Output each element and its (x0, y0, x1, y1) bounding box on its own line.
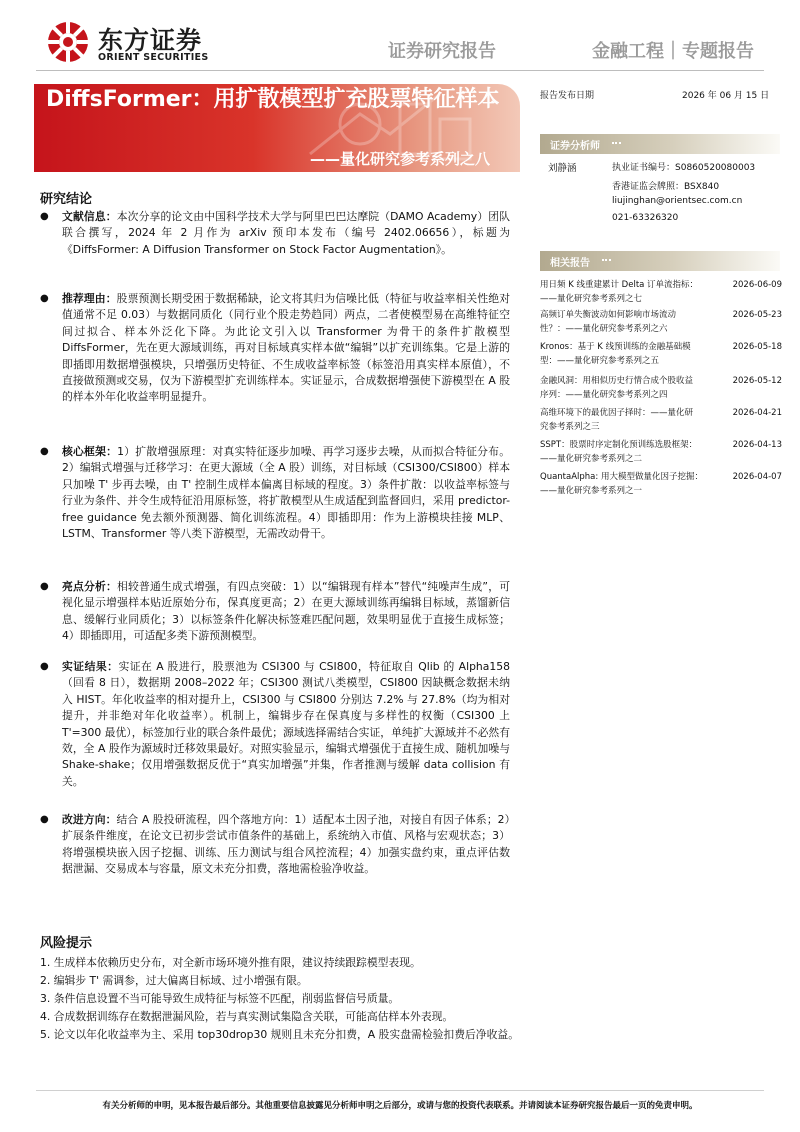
analyst-hk-license: 香港证监会牌照：BSX840 (612, 182, 720, 192)
related-report-series: ——量化研究参考系列之二 (540, 454, 643, 464)
conclusion-bullet (40, 291, 510, 406)
report-subtitle: ——量化研究参考系列之八 (310, 150, 491, 168)
conclusion-bullet (40, 812, 510, 878)
related-report-title: 用日频 K 线重建累计 Delta 订单流指标： (540, 280, 699, 290)
risk-item: 3. 条件信息设置不当可能导致生成特征与标签不匹配，削弱监督信号质量。 (40, 992, 400, 1005)
analyst-section-label: 证券分析师 (550, 141, 600, 152)
related-report-title: QuantaAlpha: 用大模型做量化因子挖掘： (540, 472, 703, 482)
related-report-series: 型：——量化研究参考系列之五 (540, 356, 660, 366)
analyst-name: 刘静涵 (548, 163, 577, 174)
bullet-text: 本次分享的论文由中国科学技术大学与阿里巴巴达摩院（DAMO Academy）团队联合撰写，2024 年 2 月作为 arXiv 预印本发布（编号 2402.06656），标题为《DiffsFormer: A Diffusion Transformer on Stock Factor Augmentation》。 (62, 210, 511, 256)
bullet-dot-icon: ● (40, 661, 49, 672)
logo-text-cn: 东方证券 (98, 26, 203, 55)
related-report-date: 2026-05-12 (732, 376, 782, 386)
logo-mark-icon (46, 20, 90, 64)
publish-date: 2026 年 06 月 15 日 (682, 91, 770, 101)
related-report-title: SSPT：股票时序定制化预训练选股框架： (540, 440, 698, 450)
conclusion-heading: 研究结论 (40, 192, 93, 207)
conclusion-bullet (40, 579, 510, 645)
related-report-series: 序列：——量化研究参考系列之四 (540, 390, 668, 400)
bullet-dot-icon: ● (40, 814, 49, 825)
report-title: DiffsFormer：用扩散模型扩充股票特征样本 (46, 87, 500, 112)
analyst-email[interactable]: liujinghan@orientsec.com.cn (612, 196, 743, 206)
header-divider (36, 70, 764, 71)
report-type-label: 证券研究报告 (388, 41, 496, 62)
bullet-label: 改进方向： (62, 813, 117, 826)
bullet-dot-icon: ● (40, 293, 49, 304)
logo-text-en: ORIENT SECURITIES (98, 52, 209, 63)
bullet-dot-icon: ● (40, 446, 49, 457)
publish-date-label: 报告发布日期 (540, 91, 595, 101)
related-report-title: 高维环境下的最优因子择时：——量化研 (540, 408, 694, 418)
risk-item: 4. 合成数据训练存在数据泄漏风险，若与真实测试集隐含关联，可能高估样本外表现。 (40, 1010, 454, 1023)
bullet-label: 核心框架： (62, 445, 118, 458)
related-report-series: 究参考系列之三 (540, 422, 600, 432)
related-report-series: ——量化研究参考系列之七 (540, 294, 643, 304)
bullet-label: 亮点分析： (62, 580, 117, 593)
bullet-text: 结合 A 股投研流程，四个落地方向：1）适配本土因子池，对接自有因子体系；2）扩展条件维度，在论文已初步尝试市值条件的基础上，系统纳入市值、风格与宏观状态；3）将增强模块嵌入因子挖掘、训练、压力测试与组合风控流程；4）加强实盘约束，重点评估数据泄漏、交易成本与容量，原文未充分扣费，落地需检验净收益。 (62, 813, 510, 876)
risk-item: 5. 论文以年化收益率为主、采用 top30drop30 规则且未充分扣费，A 股实盘需检验扣费后净收益。 (40, 1028, 519, 1041)
bullet-label: 文献信息： (62, 210, 117, 223)
bullet-text: 相较普通生成式增强，有四点突破：1）以“编辑现有样本”替代“纯噪声生成”，可视化显示增强样本贴近原始分布，保真度更高；2）在更大源域训练再编辑目标域，蒸馏新信息、缓解行业同质化；3）以标签条件化解决标签难匹配问题，效果明显优于直接生成标签；4）即插即用，可适配多类下游预测模型。 (62, 580, 510, 643)
footer-divider (36, 1090, 764, 1091)
related-report-date: 2026-04-07 (732, 472, 782, 482)
analyst-section-bar (540, 134, 780, 154)
conclusion-bullet (40, 209, 510, 258)
conclusion-bullet (40, 659, 510, 790)
related-section-label: 相关报告 (550, 258, 590, 269)
bullet-text: 股票预测长期受困于数据稀缺，论文将其归为信噪比低（特征与收益率相关性绝对值通常不足 0.03）与数据同质化（同行业个股走势趋同）两点，二者使模型易在高维特征空间过拟合、样本外泛化下降。为此论文引入以 Transformer 为骨干的条件扩散模型 DiffsFormer，先在更大源域训练，再对目标域真实样本做“编辑”以扩充训练集。它是上游的即插即用数据增强模块，只增强历史特征、不生成收益率标签（标签沿用真实样本原值），不直接做预测或交易，仅为下游模型扩充训练样本。实证显示，合成数据增强使下游模型在 A 股的样本外年化收益率明显提升。 (62, 292, 511, 404)
bullet-dot-icon: ● (40, 211, 49, 222)
risk-item: 1. 生成样本依赖历史分布，对全新市场环境外推有限，建议持续跟踪模型表现。 (40, 956, 421, 969)
related-report-title: Kronos：基于 K 线预训练的金融基础模 (540, 342, 691, 352)
related-report-date: 2026-04-13 (732, 440, 782, 450)
analyst-license: 执业证书编号：S0860520080003 (612, 163, 756, 173)
report-category-label: 金融工程｜专题报告 (592, 41, 754, 62)
bullet-label: 实证结果： (62, 660, 119, 673)
related-report-date: 2026-05-18 (732, 342, 782, 352)
bullet-text: 1）扩散增强原理：对真实特征逐步加噪、再学习逐步去噪，从而拟合特征分布。2）编辑式增强与迁移学习：在更大源域（全 A 股）训练，对目标域（CSI300/CSI800）样本只加噪 T' 步再去噪，由 T' 控制生成样本偏离目标域的程度。3）条件扩散：以收益率标签与行业为条件、并令生成特征沿用原标签，将扩散模型从生成适配到监督回归，采用 predictor-free guidance 免去额外预测器、简化训练流程。4）即插即用：作为上游模块挂接 MLP、LSTM、Transformer 等八类下游模型，无需改动骨干。 (62, 445, 510, 541)
conclusion-bullet (40, 444, 510, 542)
analyst-phone: 021-63326320 (612, 213, 679, 223)
related-report-date: 2026-05-23 (732, 310, 782, 320)
related-section-bar (540, 251, 780, 271)
related-report-date: 2026-04-21 (732, 408, 782, 418)
related-report-title: 高频订单失衡波动如何影响市场流动 (540, 310, 677, 320)
bullet-text: 实证在 A 股进行，股票池为 CSI300 与 CSI800，特征取自 Qlib 的 Alpha158（回看 8 日），数据期 2008–2022 年；CSI300 测试八类模型，CSI800 因缺概念数据未纳入 HIST。年化收益率的相对提升上，CSI300 与 CSI800 分别达 7.2% 与 27.8%（均为相对提升，并非绝对年化收益率）。机制上，编辑步存在保真度与多样性的权衡（CSI300 上 T'=300 最优），标签加行业的联合条件最优；源域选择需结合实证，单纯扩大源域并不必然有效，全 A 股作为源域时迁移效果最好。对照实验显示，编辑式增强优于直接生成、随机加噪与 Shake-shake；仅用增强数据反优于“真实加增强”并集，作者推测与缓解 data collision 有关。 (62, 660, 510, 788)
bullet-label: 推荐理由： (62, 292, 117, 305)
related-report-series: 性？：——量化研究参考系列之六 (540, 324, 668, 334)
related-report-title: 金融风洞：用相似历史行情合成个股收益 (540, 376, 694, 386)
related-report-series: ——量化研究参考系列之一 (540, 486, 643, 496)
orient-securities-logo (46, 20, 226, 66)
bullet-dot-icon: ● (40, 581, 49, 592)
risk-item: 2. 编辑步 T' 需调参，过大偏离目标域、过小增强有限。 (40, 974, 308, 987)
footer-disclaimer: 有关分析师的申明，见本报告最后部分。其他重要信息披露见分析师申明之后部分，或请与您的投资代表联系。并请阅读本证券研究报告最后一页的免责申明。 (102, 1101, 698, 1111)
risk-heading: 风险提示 (40, 936, 93, 951)
related-report-date: 2026-06-09 (732, 280, 782, 290)
